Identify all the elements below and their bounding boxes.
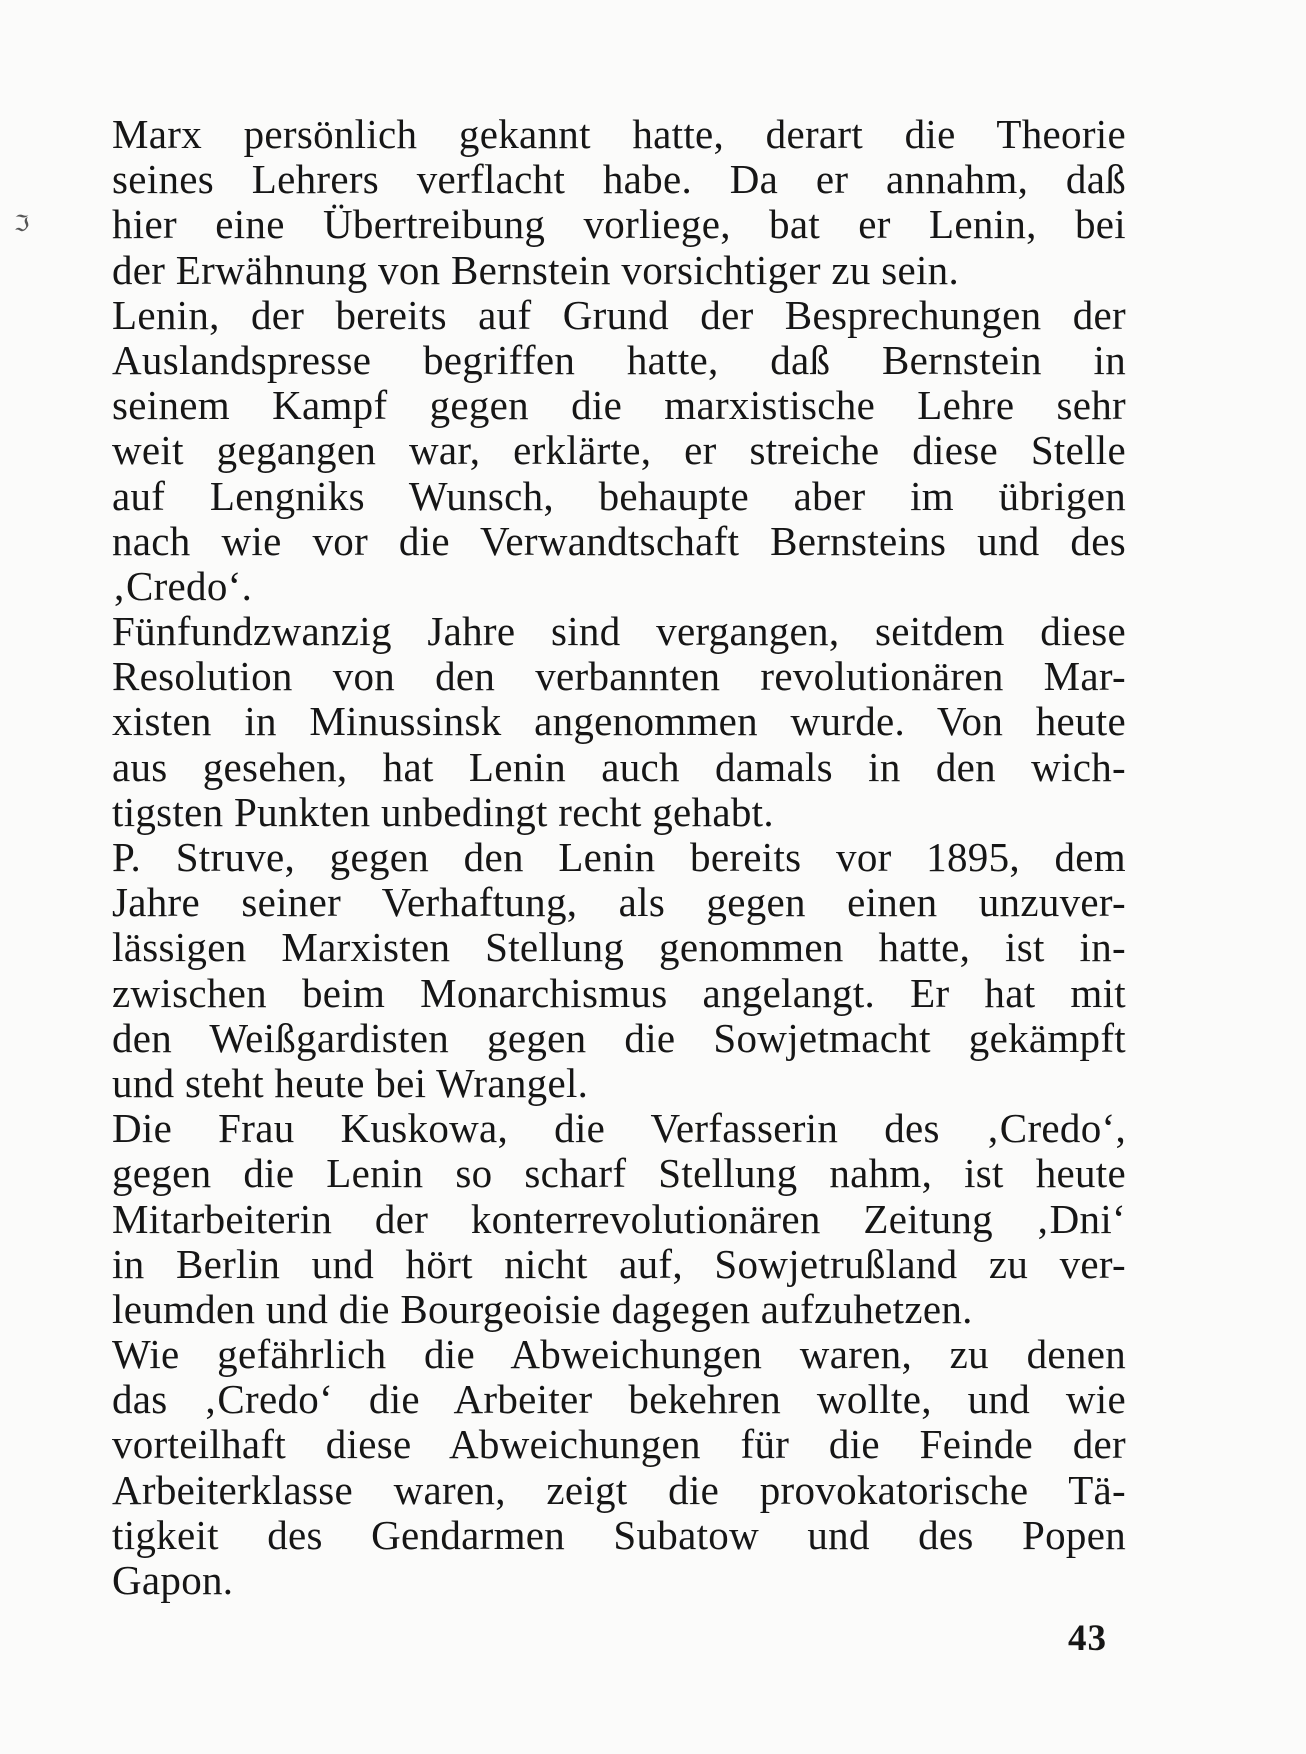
- text-line: Arbeiterklasse waren, zeigt die provokatorische Tä-: [112, 1466, 1126, 1513]
- text-line: seinem Kampf gegen die marxistische Lehre sehr: [112, 382, 1126, 429]
- text-line: der Erwähnung von Bernstein vorsichtiger zu sein.: [112, 246, 960, 293]
- text-line: lässigen Marxisten Stellung genommen hatte, ist in-: [112, 924, 1126, 971]
- text-line: seines Lehrers verflacht habe. Da er annahm, daß: [112, 156, 1126, 203]
- text-line: tigkeit des Gendarmen Subatow und des Popen: [112, 1511, 1126, 1558]
- text-line: in Berlin und hört nicht auf, Sowjetrußland zu ver-: [112, 1240, 1126, 1287]
- margin-mark: ℑ: [14, 212, 30, 237]
- text-line: Die Frau Kuskowa, die Verfasserin des ‚Credo‘,: [112, 1105, 1126, 1152]
- text-line: leumden und die Bourgeoisie dagegen aufzuhetzen.: [112, 1285, 973, 1332]
- text-line: und steht heute bei Wrangel.: [112, 1059, 589, 1106]
- text-line: Lenin, der bereits auf Grund der Besprechungen der: [112, 291, 1126, 338]
- text-line: Gapon.: [112, 1557, 234, 1603]
- text-line: xisten in Minussinsk angenommen wurde. Von heute: [112, 698, 1126, 745]
- text-line: Wie gefährlich die Abweichungen waren, zu denen: [112, 1331, 1126, 1378]
- text-line: Jahre seiner Verhaftung, als gegen einen unzuver-: [112, 879, 1126, 926]
- text-line: Mitarbeiterin der konterrevolutionären Zeitung ‚Dni‘: [112, 1195, 1126, 1242]
- text-line: hier eine Übertreibung vorliege, bat er Lenin, bei: [112, 201, 1126, 248]
- text-line: aus gesehen, hat Lenin auch damals in den wich-: [112, 743, 1126, 790]
- text-line: ‚Credo‘.: [112, 562, 253, 609]
- text-line: nach wie vor die Verwandtschaft Bernsteins und des: [112, 517, 1126, 564]
- text-line: Resolution von den verbannten revolutionären Mar-: [112, 653, 1126, 700]
- text-line: auf Lengniks Wunsch, behaupte aber im übrigen: [112, 472, 1126, 519]
- text-line: Marx persönlich gekannt hatte, derart die Theorie: [112, 111, 1126, 157]
- text-line: Fünfundzwanzig Jahre sind vergangen, seitdem diese: [112, 608, 1126, 655]
- body-text: [112, 112, 1126, 1603]
- text-line: tigsten Punkten unbedingt recht gehabt.: [112, 788, 774, 835]
- text-line: das ‚Credo‘ die Arbeiter bekehren wollte, und wie: [112, 1376, 1126, 1423]
- text-line: Auslandspresse begriffen hatte, daß Bernstein in: [112, 336, 1126, 383]
- text-line: vorteilhaft diese Abweichungen für die Feinde der: [112, 1421, 1126, 1468]
- text-line: P. Struve, gegen den Lenin bereits vor 1895, dem: [112, 834, 1126, 880]
- text-line: gegen die Lenin so scharf Stellung nahm, ist heute: [112, 1150, 1126, 1197]
- text-line: weit gegangen war, erklärte, er streiche diese Stelle: [112, 427, 1126, 474]
- page-number: 43: [1068, 1618, 1107, 1659]
- text-line: zwischen beim Monarchismus angelangt. Er hat mit: [112, 969, 1126, 1016]
- text-line: den Weißgardisten gegen die Sowjetmacht gekämpft: [112, 1014, 1126, 1061]
